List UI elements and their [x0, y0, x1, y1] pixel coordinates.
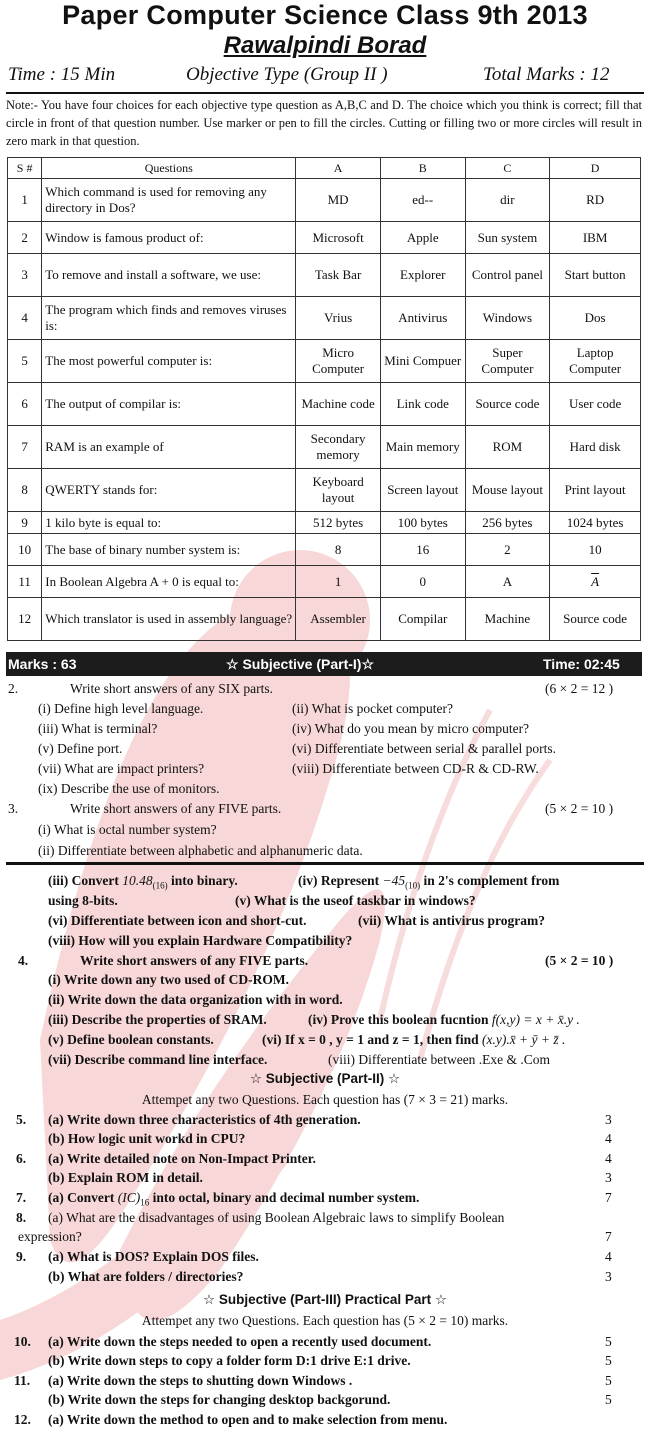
q4-part-ii: (ii) Write down the data organization with in word. — [48, 992, 343, 1007]
q5-part-b: (b) How logic unit workd in CPU? — [48, 1131, 246, 1146]
option-b: Explorer — [380, 254, 465, 297]
q3-text: Write short answers of any FIVE parts. — [70, 801, 282, 816]
q10-part-b: (b) Write down steps to copy a folder form D:1 drive E:1 drive. — [48, 1353, 411, 1368]
q7-marks: 7 — [605, 1190, 612, 1205]
instructions-note: Note:- You have four choices for each objective type question as A,B,C and D. The choice which you think is correct; fill that circle in front of that question number. Use marker or pen to fill the circles. Cutting or filling two or more circles will result in zero mark in that question. — [6, 98, 642, 148]
mcq-row — [8, 383, 641, 426]
header-b: B — [380, 158, 465, 179]
objective-type-label: Objective Type (Group II ) — [186, 64, 388, 85]
question-number: 9 — [8, 512, 42, 534]
q3-part-vi: (vi) Differentiate between icon and short-cut. — [48, 913, 307, 928]
subjective-time: Time: 02:45 — [543, 656, 620, 672]
q10-part-a: (a) Write down the steps needed to open a recently used document. — [48, 1334, 432, 1349]
option-d: IBM — [550, 222, 641, 254]
question-number: 6 — [8, 383, 42, 426]
q4-part-iii: (iii) Describe the properties of SRAM. — [48, 1012, 267, 1027]
option-a: 1 — [296, 566, 381, 598]
q10-number: 10. — [14, 1334, 31, 1349]
mcq-row — [8, 566, 641, 598]
option-d: Print layout — [550, 469, 641, 512]
q3-part-v: (v) What is the useof taskbar in windows? — [235, 893, 476, 908]
q9-part-b-marks: 3 — [605, 1269, 612, 1284]
q4-part-i: (i) Write down any two used of CD-ROM. — [48, 972, 289, 987]
question-number: 1 — [8, 179, 42, 222]
objective-meta-row — [8, 64, 642, 90]
question-number: 3 — [8, 254, 42, 297]
question-text: To remove and install a software, we use: — [42, 254, 296, 297]
question-text: The program which finds and removes viruses is: — [42, 297, 296, 340]
question-text: 1 kilo byte is equal to: — [42, 512, 296, 534]
subjective-title: ☆ Subjective (Part-I)☆ — [226, 656, 375, 672]
q11-part-a: (a) Write down the steps to shutting down Windows . — [48, 1373, 353, 1388]
mcq-row — [8, 512, 641, 534]
q12-number: 12. — [14, 1412, 31, 1427]
q10-part-b-marks: 5 — [605, 1353, 612, 1368]
question-text: RAM is an example of — [42, 426, 296, 469]
header-d: D — [550, 158, 641, 179]
question-text: The output of compilar is: — [42, 383, 296, 426]
subjective-marks: Marks : 63 — [8, 656, 77, 672]
option-c: A — [465, 566, 550, 598]
option-a: 512 bytes — [296, 512, 381, 534]
q6-part-b-marks: 3 — [605, 1170, 612, 1185]
q6-part-b: (b) Explain ROM in detail. — [48, 1170, 203, 1185]
q3-part-iv: (iv) Represent $-45_{(10)}$ in 2's complement from — [298, 873, 560, 891]
option-a: Vrius — [296, 297, 381, 340]
option-c: Sun system — [465, 222, 550, 254]
option-d: Hard disk — [550, 426, 641, 469]
option-a: Keyboard layout — [296, 469, 381, 512]
part2-title: ☆ Subjective (Part-II) ☆ — [249, 1071, 401, 1086]
option-b: Screen layout — [380, 469, 465, 512]
q3-part-viii: (viii) How will you explain Hardware Compatibility? — [48, 933, 353, 948]
option-a: 8 — [296, 534, 381, 566]
option-b: Main memory — [380, 426, 465, 469]
option-c: 2 — [465, 534, 550, 566]
option-d: 10 — [550, 534, 641, 566]
option-a: Assembler — [296, 598, 381, 641]
question-number: 8 — [8, 469, 42, 512]
question-number: 7 — [8, 426, 42, 469]
total-marks-label: Total Marks : 12 — [483, 64, 610, 85]
q12-part-a: (a) Write down the method to open and to make selection from menu. — [48, 1412, 448, 1427]
q6-part-a: (a) Write detailed note on Non-Impact Printer. — [48, 1151, 316, 1166]
option-b: Link code — [380, 383, 465, 426]
option-d: RD — [550, 179, 641, 222]
option-a: Micro Computer — [296, 340, 381, 383]
q4-marks: (5 × 2 = 10 ) — [545, 953, 614, 968]
mcq-row — [8, 222, 641, 254]
header-questions: Questions — [42, 158, 296, 179]
q2-part-iii: (iii) What is terminal? — [38, 721, 158, 736]
q2-part-i: (i) Define high level language. — [38, 701, 204, 716]
q3-part-vii: (vii) What is antivirus program? — [358, 913, 546, 928]
q11-number: 11. — [14, 1373, 31, 1388]
mcq-row — [8, 534, 641, 566]
q3-marks: (5 × 2 = 10 ) — [545, 801, 614, 816]
board-name: Rawalpindi Borad — [223, 32, 427, 59]
q4-text: Write short answers of any FIVE parts. — [80, 953, 309, 968]
option-d: Dos — [550, 297, 641, 340]
paper-title: Paper Computer Science Class 9th 2013 — [62, 0, 588, 30]
question-number: 5 — [8, 340, 42, 383]
q2-part-ii: (ii) What is pocket computer? — [292, 701, 453, 716]
q6-number: 6. — [16, 1151, 27, 1166]
option-b: Mini Compuer — [380, 340, 465, 383]
q4-part-viii: (viii) Differentiate between .Exe & .Com — [328, 1052, 551, 1067]
q2-part-iv: (iv) What do you mean by micro computer? — [292, 721, 530, 736]
question-text: Which translator is used in assembly language? — [42, 598, 296, 641]
q10-part-a-marks: 5 — [605, 1334, 612, 1349]
question-text: QWERTY stands for: — [42, 469, 296, 512]
q4-number: 4. — [18, 953, 29, 968]
q3-part-i: (i) What is octal number system? — [38, 822, 217, 837]
question-text: Which command is used for removing any directory in Dos? — [42, 179, 296, 222]
q7-number: 7. — [16, 1190, 27, 1205]
q3-part-iii: (iii) Convert $10.48_{(16)}$ into binary. — [48, 873, 238, 891]
option-a: Microsoft — [296, 222, 381, 254]
mcq-row — [8, 598, 641, 641]
option-c: dir — [465, 179, 550, 222]
divider — [6, 862, 644, 865]
option-c: Mouse layout — [465, 469, 550, 512]
option-c: Windows — [465, 297, 550, 340]
q2-text: Write short answers of any SIX parts. — [70, 681, 274, 696]
option-c: Super Computer — [465, 340, 550, 383]
option-d: Source code — [550, 598, 641, 641]
q5-number: 5. — [16, 1112, 27, 1127]
option-d: User code — [550, 383, 641, 426]
q7-part-a: (a) Convert $(IC)_{16}$ into octal, binary and decimal number system. — [48, 1190, 420, 1208]
header-a: A — [296, 158, 381, 179]
subjective-band — [6, 652, 642, 676]
divider — [6, 92, 644, 94]
q8-part-a: (a) What are the disadvantages of using Boolean Algebraic laws to simplify Boolean — [48, 1210, 505, 1225]
q11-part-b-marks: 5 — [605, 1392, 612, 1407]
part3-title: ☆ Subjective (Part-III) Practical Part ☆ — [202, 1292, 448, 1307]
mcq-row — [8, 179, 641, 222]
q6-part-a-marks: 4 — [605, 1151, 612, 1166]
q5-part-a: (a) Write down three characteristics of 4th generation. — [48, 1112, 361, 1127]
option-d: 1024 bytes — [550, 512, 641, 534]
q8-part-a-cont: expression? — [18, 1229, 82, 1244]
q2-number: 2. — [8, 681, 19, 696]
option-a: Task Bar — [296, 254, 381, 297]
option-b: 16 — [380, 534, 465, 566]
q2-marks: (6 × 2 = 12 ) — [545, 681, 614, 696]
question-number: 4 — [8, 297, 42, 340]
question-text: The base of binary number system is: — [42, 534, 296, 566]
q9-number: 9. — [16, 1249, 27, 1264]
option-d: Start button — [550, 254, 641, 297]
q2-part-vii: (vii) What are impact printers? — [38, 761, 205, 776]
option-c: ROM — [465, 426, 550, 469]
q3-part-ii: (ii) Differentiate between alphabetic and alphanumeric data. — [38, 843, 363, 858]
q2-part-viii: (viii) Differentiate between CD-R & CD-RW. — [292, 761, 539, 776]
q4-part-iv: (iv) Prove this boolean fucntion f(x,y) = x + x̄.y . — [308, 1012, 580, 1027]
option-b: Compilar — [380, 598, 465, 641]
option-c: Control panel — [465, 254, 550, 297]
mcq-row — [8, 297, 641, 340]
q9-part-b: (b) What are folders / directories? — [48, 1269, 244, 1284]
option-d: $\overline{A}$ — [550, 566, 641, 598]
q2-part-vi: (vi) Differentiate between serial & parallel ports. — [292, 741, 557, 756]
option-c: 256 bytes — [465, 512, 550, 534]
q9-part-a-marks: 4 — [605, 1249, 612, 1264]
option-b: 100 bytes — [380, 512, 465, 534]
q8-number: 8. — [16, 1210, 27, 1225]
mcq-row — [8, 426, 641, 469]
mcq-table — [7, 157, 641, 641]
question-number: 11 — [8, 566, 42, 598]
part3-instructions: Attempet any two Questions. Each question has (5 × 2 = 10) marks. — [141, 1313, 509, 1328]
question-number: 12 — [8, 598, 42, 641]
mcq-row — [8, 254, 641, 297]
q3-number: 3. — [8, 801, 19, 816]
header-c: C — [465, 158, 550, 179]
option-b: ed-- — [380, 179, 465, 222]
q5-part-a-marks: 3 — [605, 1112, 612, 1127]
header-serial: S # — [8, 158, 42, 179]
mcq-row — [8, 340, 641, 383]
question-number: 2 — [8, 222, 42, 254]
question-text: In Boolean Algebra A + 0 is equal to: — [42, 566, 296, 598]
q3-part-iv-cont: using 8-bits. — [48, 893, 118, 908]
option-b: Apple — [380, 222, 465, 254]
option-d: Laptop Computer — [550, 340, 641, 383]
q8-marks: 7 — [605, 1229, 612, 1244]
part2-instructions: Attempet any two Questions. Each question has (7 × 3 = 21) marks. — [141, 1092, 509, 1107]
q2-part-v: (v) Define port. — [38, 741, 123, 756]
q11-part-b: (b) Write down the steps for changing desktop backgorund. — [48, 1392, 391, 1407]
question-number: 10 — [8, 534, 42, 566]
q9-part-a: (a) What is DOS? Explain DOS files. — [48, 1249, 259, 1264]
q4-part-v: (v) Define boolean constants. — [48, 1032, 214, 1047]
q5-part-b-marks: 4 — [605, 1131, 612, 1146]
mcq-row — [8, 469, 641, 512]
time-label: Time : 15 Min — [8, 64, 116, 85]
q4-part-vi: (vi) If x = 0 , y = 1 and z = 1, then find (x.y).x̄ + ȳ + z̄ . — [262, 1032, 566, 1047]
option-c: Source code — [465, 383, 550, 426]
option-b: Antivirus — [380, 297, 465, 340]
option-a: Secondary memory — [296, 426, 381, 469]
question-text: Window is famous product of: — [42, 222, 296, 254]
option-a: Machine code — [296, 383, 381, 426]
q2-part-ix: (ix) Describe the use of monitors. — [38, 781, 220, 796]
option-b: 0 — [380, 566, 465, 598]
q4-part-vii: (vii) Describe command line interface. — [48, 1052, 268, 1067]
option-a: MD — [296, 179, 381, 222]
q11-part-a-marks: 5 — [605, 1373, 612, 1388]
option-c: Machine — [465, 598, 550, 641]
mcq-header-row — [8, 158, 641, 179]
question-text: The most powerful computer is: — [42, 340, 296, 383]
